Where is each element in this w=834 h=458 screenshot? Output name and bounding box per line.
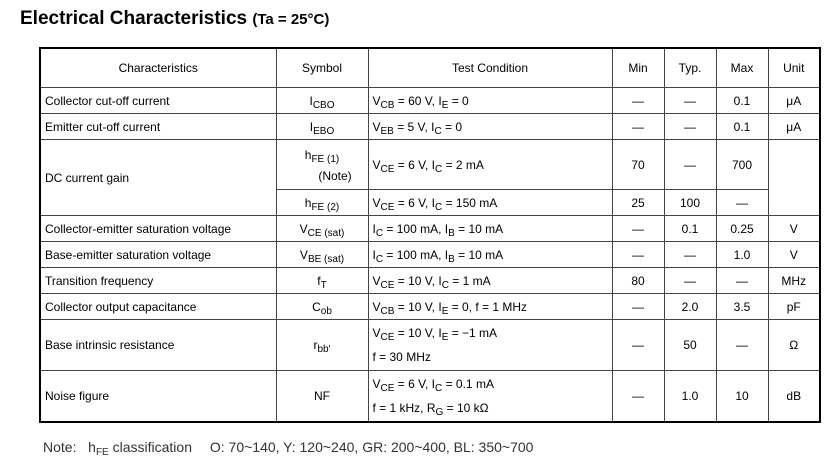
row-max: 10 bbox=[716, 371, 768, 422]
row-min: — bbox=[612, 320, 664, 371]
row-characteristic: Collector output capacitance bbox=[40, 294, 276, 320]
row-characteristic: DC current gain bbox=[40, 140, 276, 216]
row-typ: 50 bbox=[664, 320, 716, 371]
row-test-condition: $V_{CB} = 60$ V, $I_E = 0$ bbox=[368, 88, 612, 114]
row-max: 1.0 bbox=[716, 242, 768, 268]
table-row bbox=[40, 88, 820, 114]
row-unit: MHz bbox=[768, 268, 820, 294]
row-typ: 2.0 bbox=[664, 294, 716, 320]
row-characteristic: Emitter cut-off current bbox=[40, 114, 276, 140]
row-test-condition: $V_{EB} = 5$ V, $I_C = 0$ bbox=[368, 114, 612, 140]
hfe-classification-note: Note: $h_{FE}$ classification O: 70~140, Y: 120~240, GR: 200~400, BL: 350~700 bbox=[43, 439, 534, 458]
row-min: — bbox=[612, 294, 664, 320]
row-max: — bbox=[716, 190, 768, 216]
row-symbol: $I_{CBO}$ bbox=[276, 88, 368, 114]
row-symbol: $V_{BE (sat)}$ bbox=[276, 242, 368, 268]
row-max: 0.1 bbox=[716, 88, 768, 114]
row-test-condition: $I_C = 100$ mA, $I_B = 10$ mA bbox=[368, 242, 612, 268]
row-test-condition: $V_{CB} = 10$ V, $I_E = 0$, f = 1 MHz bbox=[368, 294, 612, 320]
row-test-condition: $V_{CE} = 6$ V, $I_C = 150$ mA bbox=[368, 190, 612, 216]
row-typ: — bbox=[664, 114, 716, 140]
row-min: — bbox=[612, 216, 664, 242]
table-row bbox=[40, 371, 820, 422]
row-characteristic: Collector-emitter saturation voltage bbox=[40, 216, 276, 242]
row-test-condition: $I_C = 100$ mA, $I_B = 10$ mA bbox=[368, 216, 612, 242]
row-typ: 100 bbox=[664, 190, 716, 216]
row-test-condition: $V_{CE} = 6$ V, $I_C = 2$ mA bbox=[368, 140, 612, 190]
row-symbol: $h_{FE (1)}$ (Note) bbox=[276, 140, 368, 190]
row-unit: V bbox=[768, 242, 820, 268]
row-min: — bbox=[612, 114, 664, 140]
row-typ: — bbox=[664, 140, 716, 190]
row-symbol: $I_{EBO}$ bbox=[276, 114, 368, 140]
row-max: 3.5 bbox=[716, 294, 768, 320]
row-unit: μA bbox=[768, 88, 820, 114]
table-row bbox=[40, 140, 820, 190]
row-unit: V bbox=[768, 216, 820, 242]
row-unit bbox=[768, 140, 820, 216]
row-unit: μA bbox=[768, 114, 820, 140]
row-unit: Ω bbox=[768, 320, 820, 371]
row-characteristic: Base-emitter saturation voltage bbox=[40, 242, 276, 268]
table-row bbox=[40, 216, 820, 242]
row-max: 0.25 bbox=[716, 216, 768, 242]
row-min: 80 bbox=[612, 268, 664, 294]
table-row bbox=[40, 114, 820, 140]
title-condition: (Ta = 25°C) bbox=[252, 11, 330, 28]
row-max: — bbox=[716, 268, 768, 294]
row-symbol: $C_{ob}$ bbox=[276, 294, 368, 320]
row-symbol: $r_{bb'}$ bbox=[276, 320, 368, 371]
row-typ: — bbox=[664, 242, 716, 268]
characteristics-table bbox=[39, 47, 821, 423]
row-max: 0.1 bbox=[716, 114, 768, 140]
row-typ: — bbox=[664, 268, 716, 294]
row-min: — bbox=[612, 371, 664, 422]
header-max: Max bbox=[716, 48, 768, 88]
header-test-condition: Test Condition bbox=[368, 48, 612, 88]
row-characteristic: Noise figure bbox=[40, 371, 276, 422]
table-row bbox=[40, 268, 820, 294]
row-symbol: $h_{FE (2)}$ bbox=[276, 190, 368, 216]
row-min: — bbox=[612, 242, 664, 268]
row-min: 25 bbox=[612, 190, 664, 216]
row-test-condition: $V_{CE} = 10$ V, $I_E = -1$ mA f = 30 MHz bbox=[368, 320, 612, 371]
header-unit: Unit bbox=[768, 48, 820, 88]
row-min: 70 bbox=[612, 140, 664, 190]
header-min: Min bbox=[612, 48, 664, 88]
header-typ: Typ. bbox=[664, 48, 716, 88]
table-row bbox=[40, 294, 820, 320]
row-typ: 1.0 bbox=[664, 371, 716, 422]
table-row bbox=[40, 242, 820, 268]
header-characteristics: Characteristics bbox=[40, 48, 276, 88]
row-max: — bbox=[716, 320, 768, 371]
row-typ: — bbox=[664, 88, 716, 114]
page-title: Electrical Characteristics (Ta = 25°C) bbox=[20, 8, 330, 29]
row-test-condition: $V_{CE} = 6$ V, $I_C = 0.1$ mA f = 1 kHz, $R_G = 10$ kΩ bbox=[368, 371, 612, 422]
row-characteristic: Transition frequency bbox=[40, 268, 276, 294]
row-typ: 0.1 bbox=[664, 216, 716, 242]
row-max: 700 bbox=[716, 140, 768, 190]
row-test-condition: $V_{CE} = 10$ V, $I_C = 1$ mA bbox=[368, 268, 612, 294]
header-symbol: Symbol bbox=[276, 48, 368, 88]
row-symbol: $f_T$ bbox=[276, 268, 368, 294]
row-characteristic: Collector cut-off current bbox=[40, 88, 276, 114]
row-symbol: NF bbox=[276, 371, 368, 422]
row-symbol: $V_{CE (sat)}$ bbox=[276, 216, 368, 242]
row-min: — bbox=[612, 88, 664, 114]
row-characteristic: Base intrinsic resistance bbox=[40, 320, 276, 371]
table-row bbox=[40, 320, 820, 371]
row-unit: dB bbox=[768, 371, 820, 422]
table-header-row bbox=[40, 48, 820, 88]
row-unit: pF bbox=[768, 294, 820, 320]
note-reference: (Note) bbox=[318, 168, 352, 183]
